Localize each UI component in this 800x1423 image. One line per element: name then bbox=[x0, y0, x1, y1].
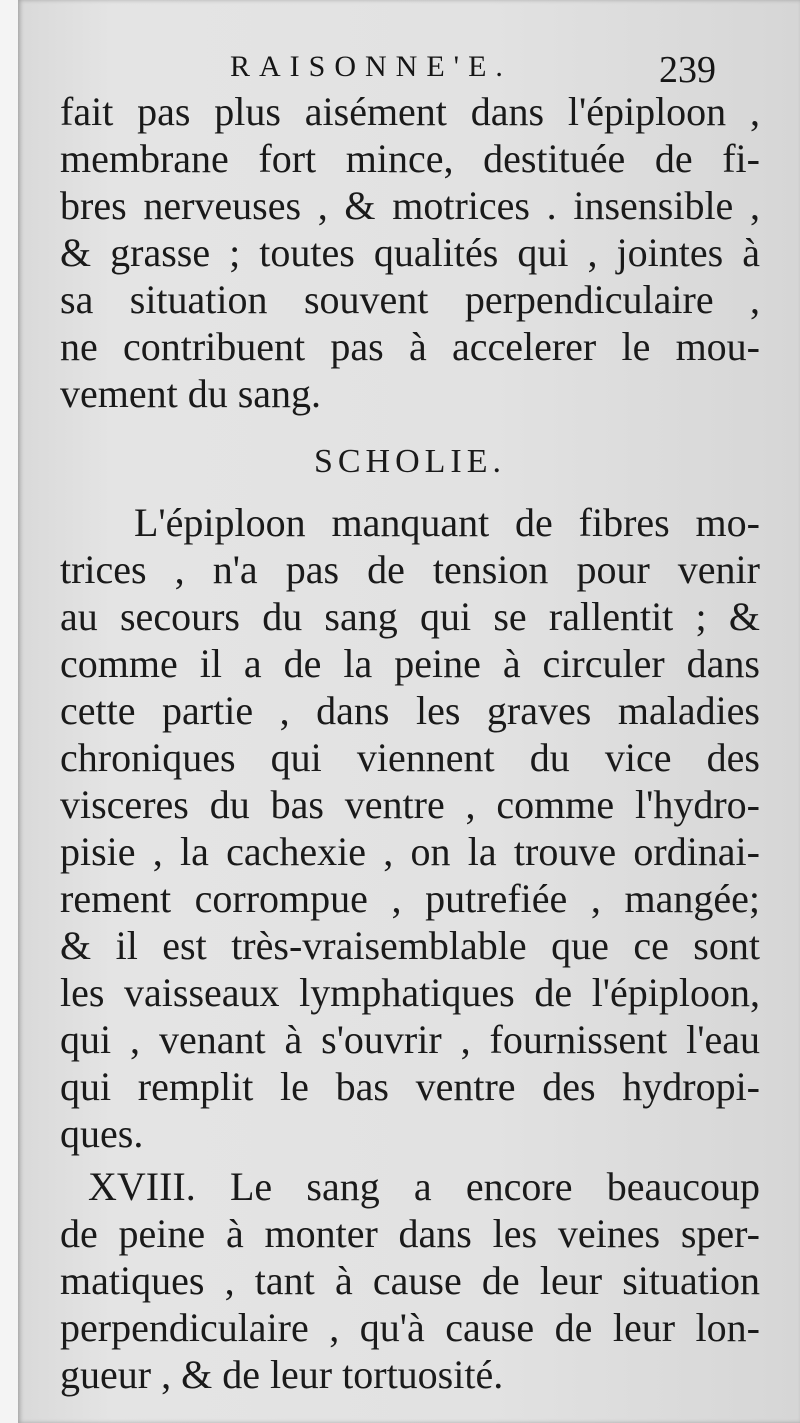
page-margin bbox=[0, 0, 18, 1423]
text-line: de peine à monter dans les veines sper- bbox=[60, 1211, 760, 1256]
text-line: trices , n'a pas de tension pour venir bbox=[60, 547, 760, 592]
text-line: membrane fort mince, destituée de fi- bbox=[60, 136, 760, 181]
text-line: matiques , tant à cause de leur situation bbox=[60, 1258, 760, 1303]
page-number: 239 bbox=[659, 49, 716, 91]
text-line: qui remplit le bas ventre des hydropi- bbox=[60, 1064, 760, 1109]
section-heading: SCHOLIE. bbox=[313, 443, 507, 480]
text-line: perpendiculaire , qu'à cause de leur lon- bbox=[60, 1305, 760, 1350]
text-line: au secours du sang qui se rallentit ; & bbox=[60, 594, 760, 639]
running-head bbox=[18, 44, 800, 94]
text-line: qui , venant à s'ouvrir , fournissent l'eau bbox=[60, 1017, 760, 1062]
text-line: rement corrompue , putrefiée , mangée; bbox=[60, 876, 760, 921]
text-line: XVIII. Le sang a encore beaucoup bbox=[88, 1164, 760, 1209]
text-line: les vaisseaux lymphatiques de l'épiploon, bbox=[60, 970, 760, 1015]
text-line: chroniques qui viennent du vice des bbox=[60, 735, 760, 780]
text-line: & grasse ; toutes qualités qui , jointes à bbox=[60, 230, 760, 275]
text-line: comme il a de la peine à circuler dans bbox=[60, 641, 760, 686]
text-line: sa situation souvent perpendiculaire , bbox=[60, 277, 760, 322]
text-line: cette partie , dans les graves maladies bbox=[60, 688, 760, 733]
scholie-paragraph bbox=[60, 499, 760, 1157]
running-title: RAISONNE'E. bbox=[230, 50, 512, 83]
paragraph-continued bbox=[60, 88, 760, 417]
text-line: ne contribuent pas à accelerer le mou- bbox=[60, 324, 760, 369]
text-line: & il est très-vraisemblable que ce sont bbox=[60, 923, 760, 968]
text-line: fait pas plus aisément dans l'épiploon , bbox=[60, 89, 760, 134]
text-line: L'épiploon manquant de fibres mo- bbox=[134, 500, 760, 545]
section-xviii-paragraph bbox=[60, 1163, 760, 1398]
text-line: gueur , & de leur tortuosité. bbox=[60, 1352, 504, 1397]
text-line: visceres du bas ventre , comme l'hydro- bbox=[60, 782, 760, 827]
body-text bbox=[60, 88, 760, 1398]
text-line: bres nerveuses , & motrices . insensible , bbox=[60, 183, 760, 228]
text-line: pisie , la cachexie , on la trouve ordinai- bbox=[60, 829, 760, 874]
text-line: ques. bbox=[60, 1111, 144, 1156]
text-line: vement du sang. bbox=[60, 371, 322, 416]
book-page bbox=[18, 0, 800, 1423]
